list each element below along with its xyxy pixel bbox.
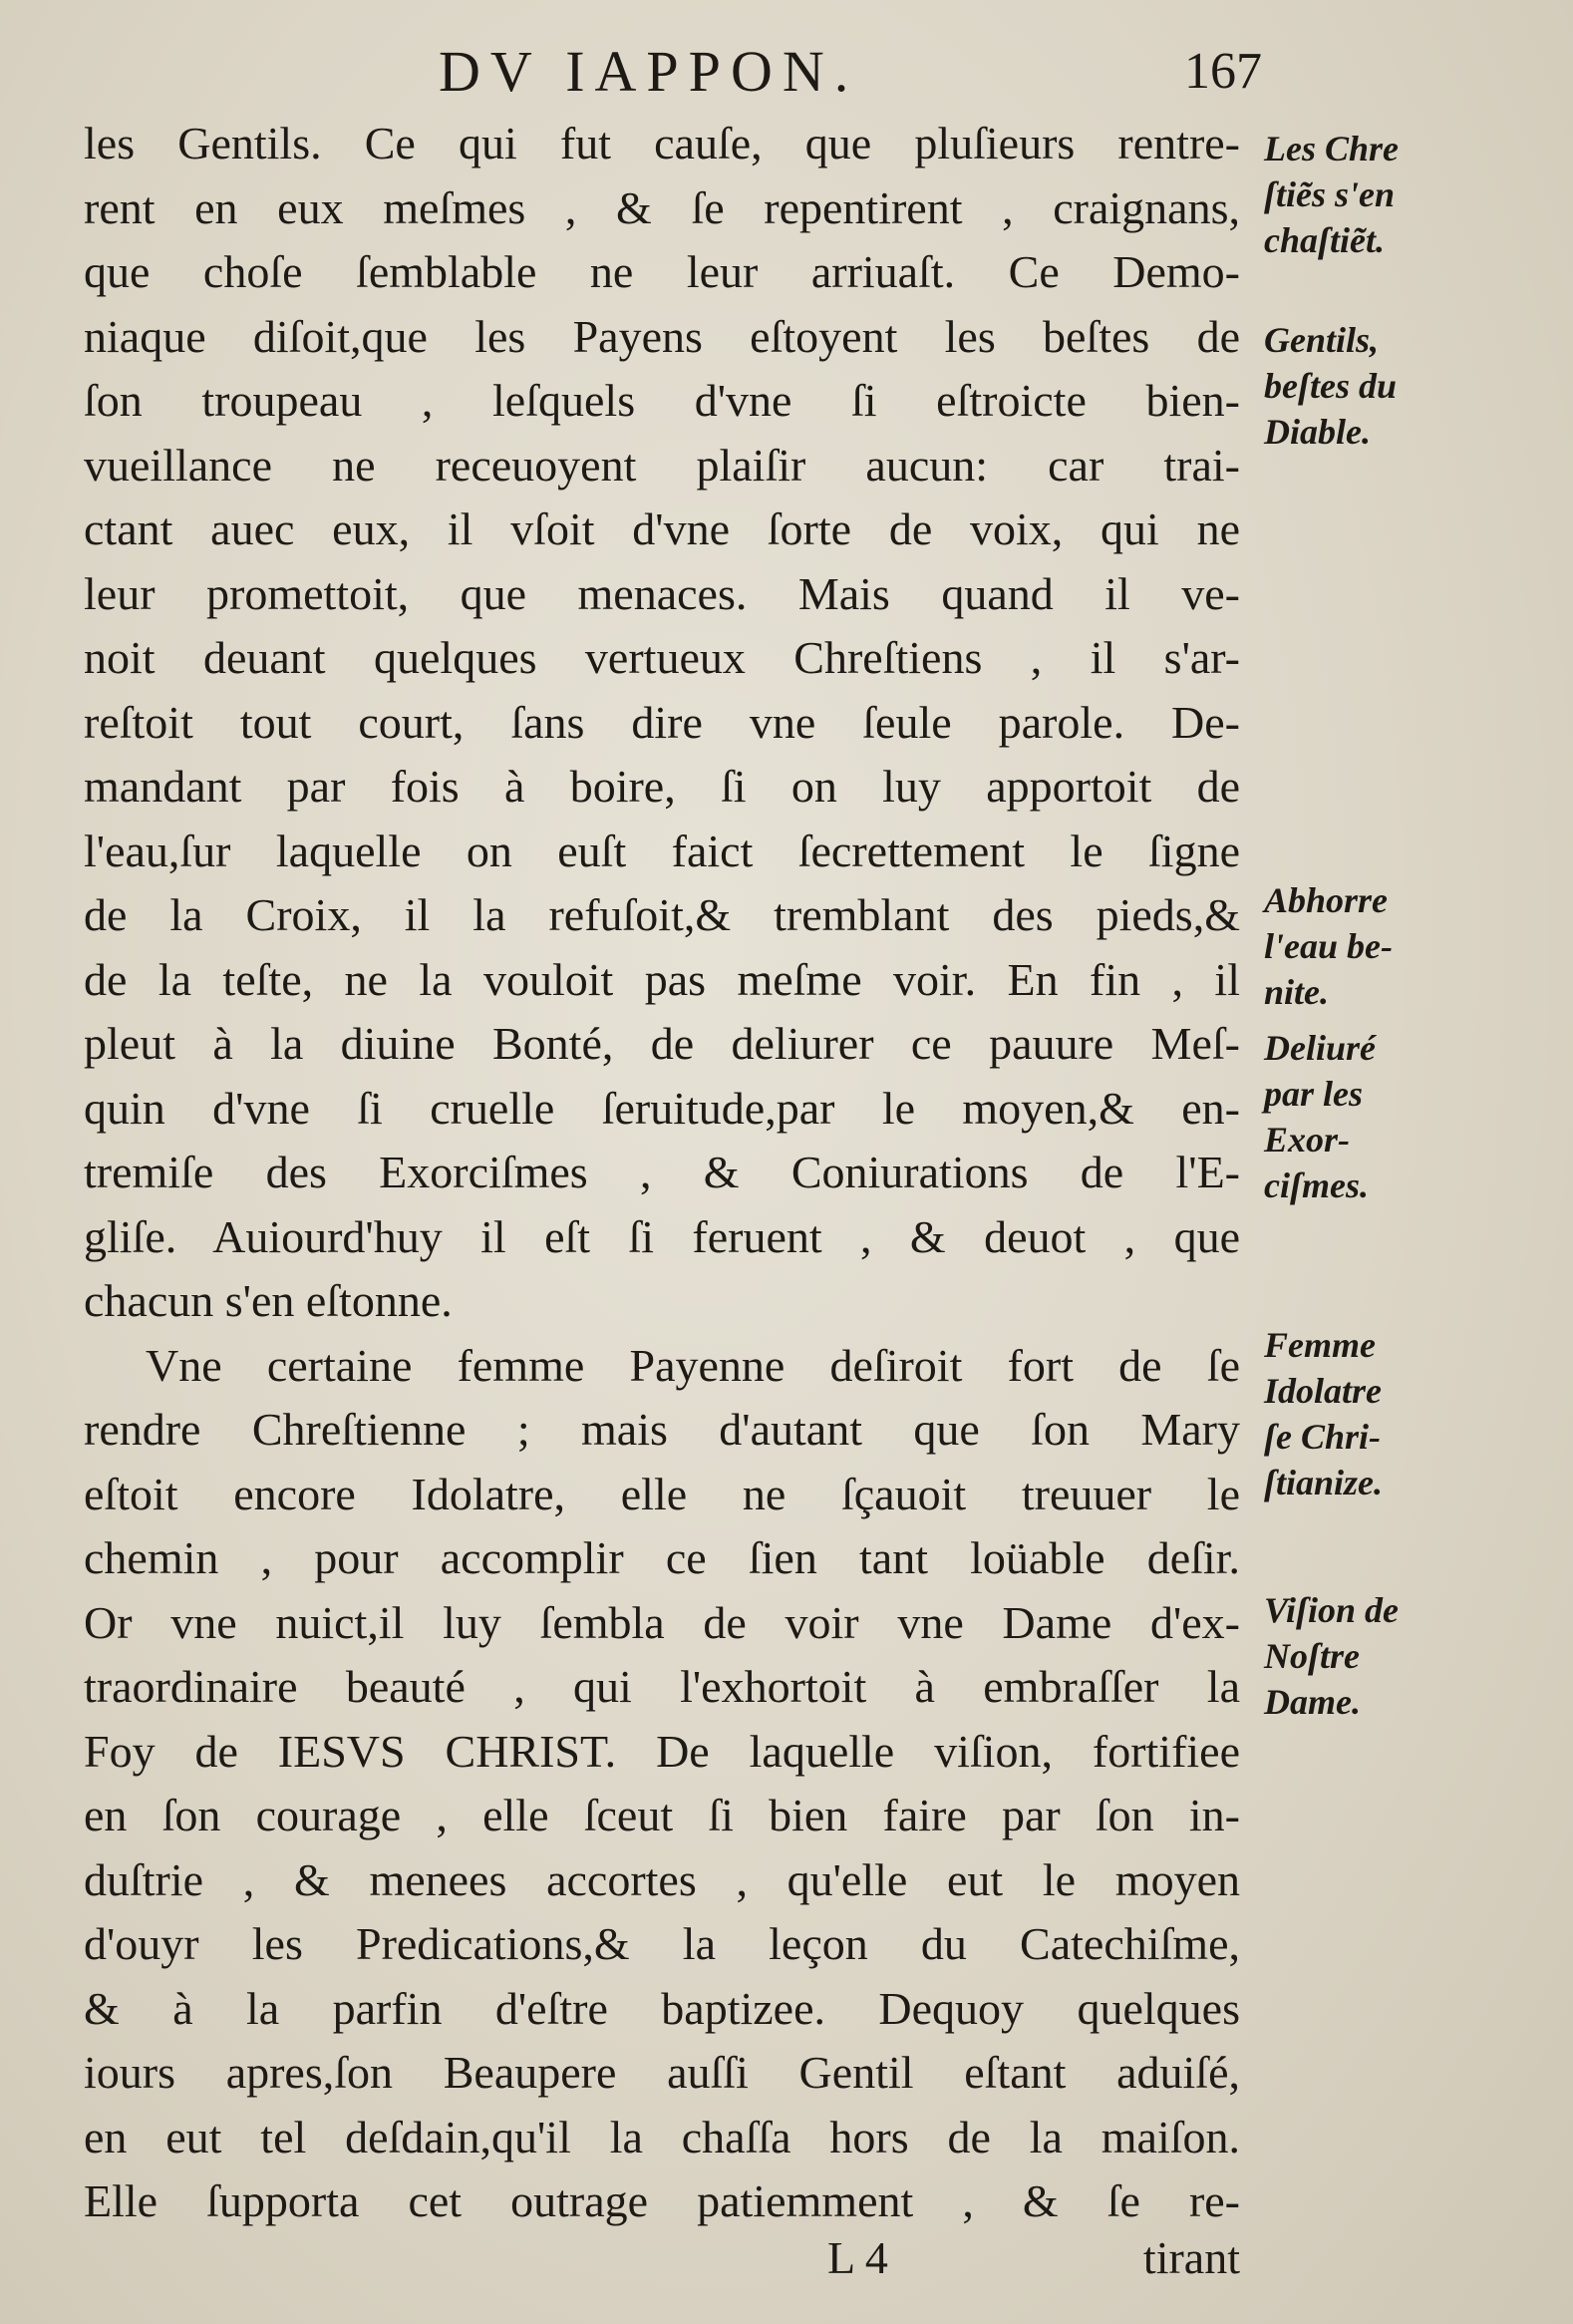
text-line-2: rent en eux meſmes , & ſe repentirent , craignans, <box>84 181 1240 233</box>
text-line-19: chacun s'en eſtonne. <box>84 1275 453 1326</box>
catchword: tirant <box>1142 2232 1240 2283</box>
margin-note-line: par les <box>1264 1074 1363 1114</box>
text-line-23: chemin , pour accomplir ce ſien tant loüable deſir. <box>84 1532 1240 1583</box>
text-line-7: ctant auec eux, il vſoit d'vne ſorte de voix, qui ne <box>84 503 1240 554</box>
margin-note-abhorre <box>1264 877 1563 1015</box>
margin-note-line: Dame. <box>1264 1682 1361 1722</box>
margin-note-line: chaſtiẽt. <box>1264 220 1385 260</box>
text-line-28: duſtrie , & menees accortes , qu'elle eut le moyen <box>84 1853 1240 1905</box>
text-line-14: de la teſte, ne la vouloit pas meſme voir. En fin , il <box>84 953 1240 1005</box>
margin-note-line: ſtianize. <box>1264 1463 1384 1502</box>
text-line-30: & à la parfin d'eſtre baptizee. Dequoy quelques <box>84 1982 1240 2034</box>
main-text-block <box>84 112 1240 2234</box>
text-line-26: Foy de IESVS CHRIST. De laquelle viſion, fortifiee <box>84 1725 1240 1777</box>
margin-note-deliure <box>1264 1025 1563 1208</box>
text-line-6: vueillance ne receuoyent plaiſir aucun: car trai- <box>84 439 1240 491</box>
text-line-3: que choſe ſemblable ne leur arriuaſt. Ce Demo- <box>84 246 1240 297</box>
text-line-24: Or vne nuict,il luy ſembla de voir vne Dame d'ex- <box>84 1596 1240 1648</box>
margin-note-line: Abhorre <box>1264 880 1389 920</box>
margin-note-line: Idolatre <box>1264 1371 1383 1411</box>
margin-note-femme <box>1264 1322 1563 1505</box>
margin-note-vision <box>1264 1587 1563 1725</box>
page-number: 167 <box>1184 43 1262 100</box>
margin-note-gentils <box>1264 317 1563 455</box>
text-line-16: quin d'vne ſi cruelle ſeruitude,par le moyen,& en- <box>84 1082 1240 1134</box>
text-line-12: l'eau,ſur laquelle on euſt faict ſecrettement le ſigne <box>84 825 1240 876</box>
text-line-20: Vne certaine femme Payenne deſiroit fort de ſe <box>146 1339 1240 1391</box>
margin-note-line: ſtiẽs s'en <box>1264 174 1395 214</box>
margin-note-line: Noſtre <box>1264 1636 1360 1676</box>
text-line-21: rendre Chreſtienne ; mais d'autant que ſon Mary <box>84 1404 1240 1455</box>
margin-note-line: nite. <box>1264 972 1330 1012</box>
text-line-13: de la Croix, il la refuſoit,& tremblant des pieds,& <box>84 889 1240 940</box>
page-header <box>0 30 1573 110</box>
text-line-32: en eut tel deſdain,qu'il la chaſſa hors de la maiſon. <box>84 2111 1240 2162</box>
page-footer <box>84 2231 1240 2295</box>
text-line-18: gliſe. Auiourd'huy il eſt ſi feruent , & deuot , que <box>84 1210 1240 1262</box>
text-line-17: tremiſe des Exorciſmes , & Coniurations de l'E- <box>84 1147 1240 1197</box>
text-line-31: iours apres,ſon Beaupere auſſi Gentil eſtant aduiſé, <box>84 2047 1240 2098</box>
margin-note-line: Femme <box>1264 1325 1376 1365</box>
signature-mark: L 4 <box>827 2232 888 2283</box>
text-line-15: pleut à la diuine Bonté, de deliurer ce pauure Meſ- <box>84 1018 1240 1069</box>
text-line-1: les Gentils. Ce qui fut cauſe, que pluſieurs rentre- <box>84 118 1240 168</box>
margin-note-line: Exor- <box>1264 1120 1351 1160</box>
running-title: DV IAPPON. <box>439 39 859 104</box>
text-line-4: niaque diſoit,que les Payens eſtoyent les beſtes de <box>84 310 1240 362</box>
margin-note-line: Deliuré <box>1264 1028 1376 1068</box>
margin-note-line: ſe Chri- <box>1264 1417 1381 1457</box>
text-line-8: leur promettoit, que menaces. Mais quand il ve- <box>84 567 1240 619</box>
text-line-10: reſtoit tout court, ſans dire vne ſeule parole. De- <box>84 696 1240 748</box>
margin-note-line: Viſion de <box>1264 1590 1400 1630</box>
text-line-22: eſtoit encore Idolatre, elle ne ſçauoit treuuer le <box>84 1468 1240 1519</box>
text-line-11: mandant par fois à boire, ſi on luy apportoit de <box>84 761 1240 812</box>
margin-note-line: Diable. <box>1264 412 1371 452</box>
text-line-27: en ſon courage , elle ſceut ſi bien faire par ſon in- <box>84 1790 1240 1840</box>
margin-note-line: Les Chre <box>1264 129 1399 168</box>
text-line-33: Elle ſupporta cet outrage patiemment , & ſe re- <box>84 2175 1240 2226</box>
text-line-25: traordinaire beauté , qui l'exhortoit à embraſſer la <box>84 1661 1240 1712</box>
text-line-5: ſon troupeau , leſquels d'vne ſi eſtroicte bien- <box>84 375 1240 426</box>
margin-note-line: Gentils, <box>1264 320 1380 360</box>
text-line-29: d'ouyr les Predications,& la leçon du Catechiſme, <box>84 1918 1240 1969</box>
margin-note-line: ciſmes. <box>1264 1165 1369 1205</box>
text-line-9: noit deuant quelques vertueux Chreſtiens , il s'ar- <box>84 632 1240 683</box>
margin-note-line: l'eau be- <box>1264 926 1393 966</box>
margin-note-chrestiens <box>1264 126 1563 263</box>
margin-note-line: beſtes du <box>1264 366 1397 406</box>
